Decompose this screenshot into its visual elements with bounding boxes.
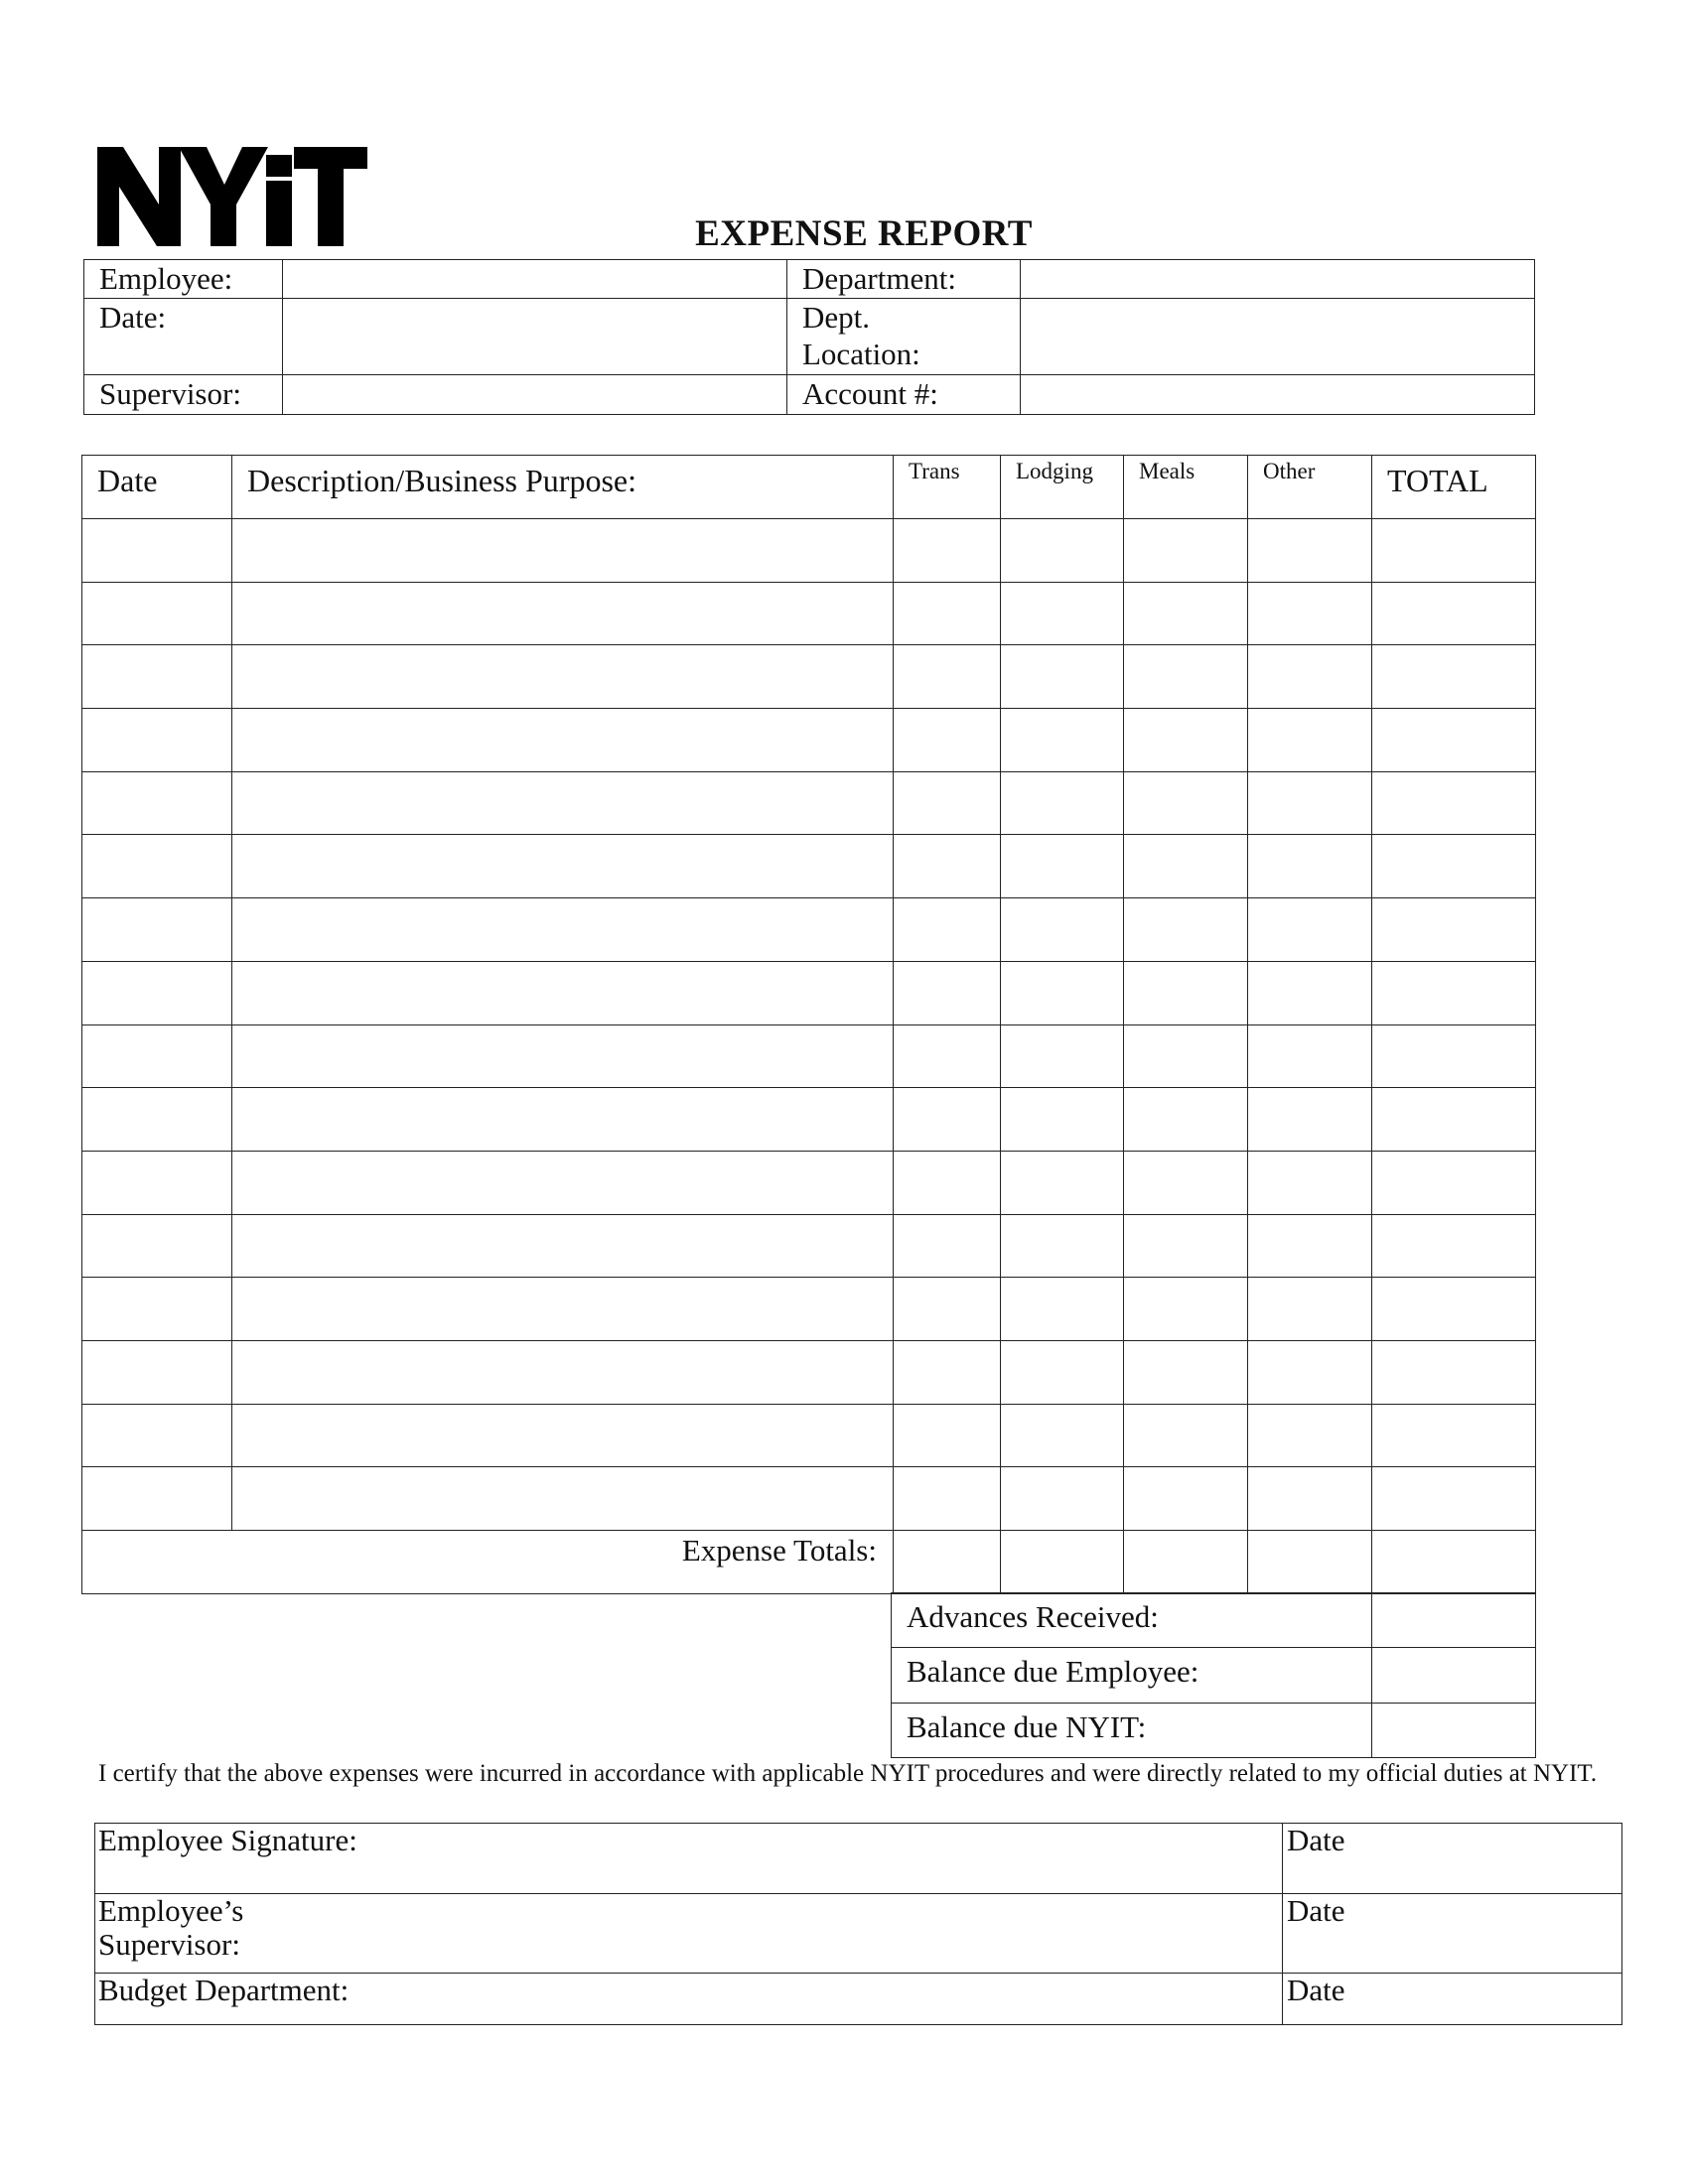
- expense-date-cell[interactable]: [82, 898, 232, 962]
- expense-description-cell[interactable]: [232, 709, 894, 772]
- dept-location-label-line1: Dept.: [802, 300, 871, 335]
- expense-lodging-cell[interactable]: [1001, 1088, 1124, 1152]
- expense-description-cell[interactable]: [232, 1151, 894, 1214]
- expense-row: [82, 961, 1536, 1024]
- date-label: Date: [1287, 1823, 1345, 1857]
- expense-trans-cell[interactable]: [894, 835, 1001, 898]
- expense-trans-cell[interactable]: [894, 1340, 1001, 1404]
- total-lodging-field[interactable]: [1001, 1531, 1124, 1594]
- account-label: Account #:: [787, 375, 1021, 415]
- expense-trans-cell[interactable]: [894, 519, 1001, 583]
- expense-other-cell[interactable]: [1248, 582, 1372, 645]
- expense-meals-cell[interactable]: [1124, 645, 1248, 709]
- expense-total-cell[interactable]: [1372, 1467, 1536, 1531]
- expense-meals-cell[interactable]: [1124, 709, 1248, 772]
- department-label: Department:: [787, 260, 1021, 299]
- advances-received-field[interactable]: [1372, 1593, 1536, 1648]
- expense-date-cell[interactable]: [82, 1467, 232, 1531]
- dept-location-label-line2: Location:: [802, 337, 920, 371]
- expense-description-cell[interactable]: [232, 835, 894, 898]
- certification-statement: I certify that the above expenses were incurred in accordance with applicable NYIT procedures and were directly related to my official duties at NYIT.: [98, 1760, 1598, 1787]
- expense-total-cell[interactable]: [1372, 1088, 1536, 1152]
- signature-table: [94, 1823, 1622, 2025]
- expense-total-cell[interactable]: [1372, 1151, 1536, 1214]
- expense-lodging-cell[interactable]: [1001, 519, 1124, 583]
- expense-row: [82, 1467, 1536, 1531]
- employee-signature-label: Employee Signature:: [98, 1823, 357, 1857]
- expense-row: [82, 519, 1536, 583]
- supervisor-field[interactable]: [283, 375, 787, 415]
- dept-location-label: [787, 299, 1021, 375]
- supervisor-signature-label-line2: Supervisor:: [98, 1927, 240, 1962]
- expense-trans-cell[interactable]: [894, 709, 1001, 772]
- expense-row: [82, 1214, 1536, 1278]
- expense-lodging-cell[interactable]: [1001, 709, 1124, 772]
- expense-description-cell[interactable]: [232, 961, 894, 1024]
- expense-trans-cell[interactable]: [894, 1214, 1001, 1278]
- expense-other-cell[interactable]: [1248, 1404, 1372, 1467]
- expense-description-cell[interactable]: [232, 582, 894, 645]
- advances-received-label: Advances Received:: [892, 1593, 1372, 1648]
- expense-meals-cell[interactable]: [1124, 835, 1248, 898]
- balance-due-employee-label: Balance due Employee:: [892, 1648, 1372, 1703]
- expense-meals-cell[interactable]: [1124, 1151, 1248, 1214]
- header-trans: Trans: [894, 456, 1001, 519]
- balance-table: [891, 1592, 1536, 1758]
- expense-date-cell[interactable]: [82, 961, 232, 1024]
- employee-info-table: [83, 259, 1535, 415]
- expense-row: [82, 1088, 1536, 1152]
- expense-description-cell[interactable]: [232, 1467, 894, 1531]
- expense-description-cell[interactable]: [232, 1404, 894, 1467]
- department-field[interactable]: [1021, 260, 1535, 299]
- expense-total-cell[interactable]: [1372, 582, 1536, 645]
- expense-lodging-cell[interactable]: [1001, 1024, 1124, 1088]
- expense-row: [82, 835, 1536, 898]
- expense-row: [82, 582, 1536, 645]
- expense-lodging-cell[interactable]: [1001, 898, 1124, 962]
- expense-meals-cell[interactable]: [1124, 582, 1248, 645]
- expense-lodging-cell[interactable]: [1001, 645, 1124, 709]
- expense-trans-cell[interactable]: [894, 1024, 1001, 1088]
- expense-lodging-cell[interactable]: [1001, 1214, 1124, 1278]
- budget-department-signature-field[interactable]: [95, 1974, 1283, 2025]
- expense-total-cell[interactable]: [1372, 519, 1536, 583]
- expense-row: [82, 1340, 1536, 1404]
- expense-trans-cell[interactable]: [894, 1467, 1001, 1531]
- expense-meals-cell[interactable]: [1124, 1214, 1248, 1278]
- expense-other-cell[interactable]: [1248, 519, 1372, 583]
- expense-trans-cell[interactable]: [894, 1088, 1001, 1152]
- expense-trans-cell[interactable]: [894, 1151, 1001, 1214]
- date-label: Date: [1287, 1893, 1345, 1928]
- expense-other-cell[interactable]: [1248, 771, 1372, 835]
- expense-lodging-cell[interactable]: [1001, 1151, 1124, 1214]
- total-trans-field[interactable]: [894, 1531, 1001, 1594]
- expense-lodging-cell[interactable]: [1001, 771, 1124, 835]
- expense-other-cell[interactable]: [1248, 1278, 1372, 1341]
- balance-due-nyit-field[interactable]: [1372, 1703, 1536, 1757]
- expense-description-cell[interactable]: [232, 519, 894, 583]
- expense-description-cell[interactable]: [232, 898, 894, 962]
- expense-date-cell[interactable]: [82, 1024, 232, 1088]
- employee-signature-date-field[interactable]: [1283, 1824, 1622, 1894]
- expense-total-cell[interactable]: [1372, 1340, 1536, 1404]
- balance-due-employee-field[interactable]: [1372, 1648, 1536, 1703]
- total-meals-field[interactable]: [1124, 1531, 1248, 1594]
- expense-other-cell[interactable]: [1248, 1467, 1372, 1531]
- supervisor-label: Supervisor:: [84, 375, 283, 415]
- date-label: Date: [1287, 1973, 1345, 2007]
- balance-due-nyit-label: Balance due NYIT:: [892, 1703, 1372, 1757]
- date-field[interactable]: [283, 299, 787, 375]
- expense-other-cell[interactable]: [1248, 835, 1372, 898]
- expense-description-cell[interactable]: [232, 771, 894, 835]
- header-meals: Meals: [1124, 456, 1248, 519]
- expense-other-cell[interactable]: [1248, 709, 1372, 772]
- expense-row: [82, 1024, 1536, 1088]
- expense-date-cell[interactable]: [82, 709, 232, 772]
- expense-date-cell[interactable]: [82, 771, 232, 835]
- expense-description-cell[interactable]: [232, 1278, 894, 1341]
- expense-trans-cell[interactable]: [894, 1404, 1001, 1467]
- expense-trans-cell[interactable]: [894, 582, 1001, 645]
- expense-meals-cell[interactable]: [1124, 1088, 1248, 1152]
- expense-description-cell[interactable]: [232, 1340, 894, 1404]
- budget-department-label: Budget Department:: [98, 1973, 350, 2007]
- header-lodging: Lodging: [1001, 456, 1124, 519]
- expense-lodging-cell[interactable]: [1001, 1340, 1124, 1404]
- expense-other-cell[interactable]: [1248, 1088, 1372, 1152]
- expense-table: [81, 455, 1536, 1594]
- expense-meals-cell[interactable]: [1124, 771, 1248, 835]
- expense-lodging-cell[interactable]: [1001, 1278, 1124, 1341]
- header-description: Description/Business Purpose:: [232, 456, 894, 519]
- expense-other-cell[interactable]: [1248, 961, 1372, 1024]
- expense-total-cell[interactable]: [1372, 709, 1536, 772]
- expense-other-cell[interactable]: [1248, 1340, 1372, 1404]
- expense-row: [82, 1278, 1536, 1341]
- expense-date-cell[interactable]: [82, 1278, 232, 1341]
- expense-date-cell[interactable]: [82, 1214, 232, 1278]
- expense-total-cell[interactable]: [1372, 645, 1536, 709]
- expense-meals-cell[interactable]: [1124, 1467, 1248, 1531]
- grand-total-field[interactable]: [1372, 1531, 1536, 1594]
- expense-date-cell[interactable]: [82, 1340, 232, 1404]
- header-other: Other: [1248, 456, 1372, 519]
- employee-signature-field[interactable]: [95, 1824, 1283, 1894]
- expense-trans-cell[interactable]: [894, 961, 1001, 1024]
- expense-description-cell[interactable]: [232, 1214, 894, 1278]
- expense-description-cell[interactable]: [232, 1088, 894, 1152]
- expense-trans-cell[interactable]: [894, 898, 1001, 962]
- expense-lodging-cell[interactable]: [1001, 961, 1124, 1024]
- expense-trans-cell[interactable]: [894, 771, 1001, 835]
- expense-trans-cell[interactable]: [894, 1278, 1001, 1341]
- expense-total-cell[interactable]: [1372, 1404, 1536, 1467]
- expense-rows: [82, 519, 1536, 1531]
- header-total: TOTAL: [1372, 456, 1536, 519]
- expense-date-cell[interactable]: [82, 645, 232, 709]
- account-field[interactable]: [1021, 375, 1535, 415]
- expense-description-cell[interactable]: [232, 645, 894, 709]
- nyit-logo: [97, 147, 367, 248]
- expense-lodging-cell[interactable]: [1001, 582, 1124, 645]
- expense-total-cell[interactable]: [1372, 1214, 1536, 1278]
- expense-row: [82, 771, 1536, 835]
- expense-meals-cell[interactable]: [1124, 1404, 1248, 1467]
- expense-meals-cell[interactable]: [1124, 898, 1248, 962]
- expense-lodging-cell[interactable]: [1001, 1467, 1124, 1531]
- expense-meals-cell[interactable]: [1124, 1340, 1248, 1404]
- expense-row: [82, 898, 1536, 962]
- expense-description-cell[interactable]: [232, 1024, 894, 1088]
- budget-department-date-field[interactable]: [1283, 1974, 1622, 2025]
- expense-totals-label: Expense Totals:: [82, 1531, 894, 1594]
- expense-lodging-cell[interactable]: [1001, 835, 1124, 898]
- expense-meals-cell[interactable]: [1124, 1024, 1248, 1088]
- expense-row: [82, 709, 1536, 772]
- expense-date-cell[interactable]: [82, 519, 232, 583]
- expense-date-cell[interactable]: [82, 582, 232, 645]
- expense-row: [82, 1404, 1536, 1467]
- expense-total-cell[interactable]: [1372, 1278, 1536, 1341]
- expense-row: [82, 645, 1536, 709]
- expense-date-cell[interactable]: [82, 1088, 232, 1152]
- expense-date-cell[interactable]: [82, 835, 232, 898]
- expense-total-cell[interactable]: [1372, 771, 1536, 835]
- expense-other-cell[interactable]: [1248, 1024, 1372, 1088]
- expense-other-cell[interactable]: [1248, 1214, 1372, 1278]
- expense-meals-cell[interactable]: [1124, 519, 1248, 583]
- supervisor-signature-date-field[interactable]: [1283, 1894, 1622, 1974]
- expense-other-cell[interactable]: [1248, 1151, 1372, 1214]
- total-other-field[interactable]: [1248, 1531, 1372, 1594]
- employee-field[interactable]: [283, 260, 787, 299]
- expense-row: [82, 1151, 1536, 1214]
- expense-total-cell[interactable]: [1372, 898, 1536, 962]
- expense-other-cell[interactable]: [1248, 898, 1372, 962]
- expense-date-cell[interactable]: [82, 1151, 232, 1214]
- employee-label: Employee:: [84, 260, 283, 299]
- expense-meals-cell[interactable]: [1124, 1278, 1248, 1341]
- expense-trans-cell[interactable]: [894, 645, 1001, 709]
- expense-meals-cell[interactable]: [1124, 961, 1248, 1024]
- report-title: EXPENSE REPORT: [695, 213, 1033, 254]
- expense-total-cell[interactable]: [1372, 835, 1536, 898]
- supervisor-signature-field[interactable]: [95, 1894, 1283, 1974]
- expense-total-cell[interactable]: [1372, 961, 1536, 1024]
- expense-date-cell[interactable]: [82, 1404, 232, 1467]
- dept-location-field[interactable]: [1021, 299, 1535, 375]
- expense-other-cell[interactable]: [1248, 645, 1372, 709]
- expense-lodging-cell[interactable]: [1001, 1404, 1124, 1467]
- date-label: Date:: [84, 299, 283, 375]
- header-date: Date: [82, 456, 232, 519]
- expense-total-cell[interactable]: [1372, 1024, 1536, 1088]
- supervisor-signature-label-line1: Employee’s: [98, 1893, 244, 1928]
